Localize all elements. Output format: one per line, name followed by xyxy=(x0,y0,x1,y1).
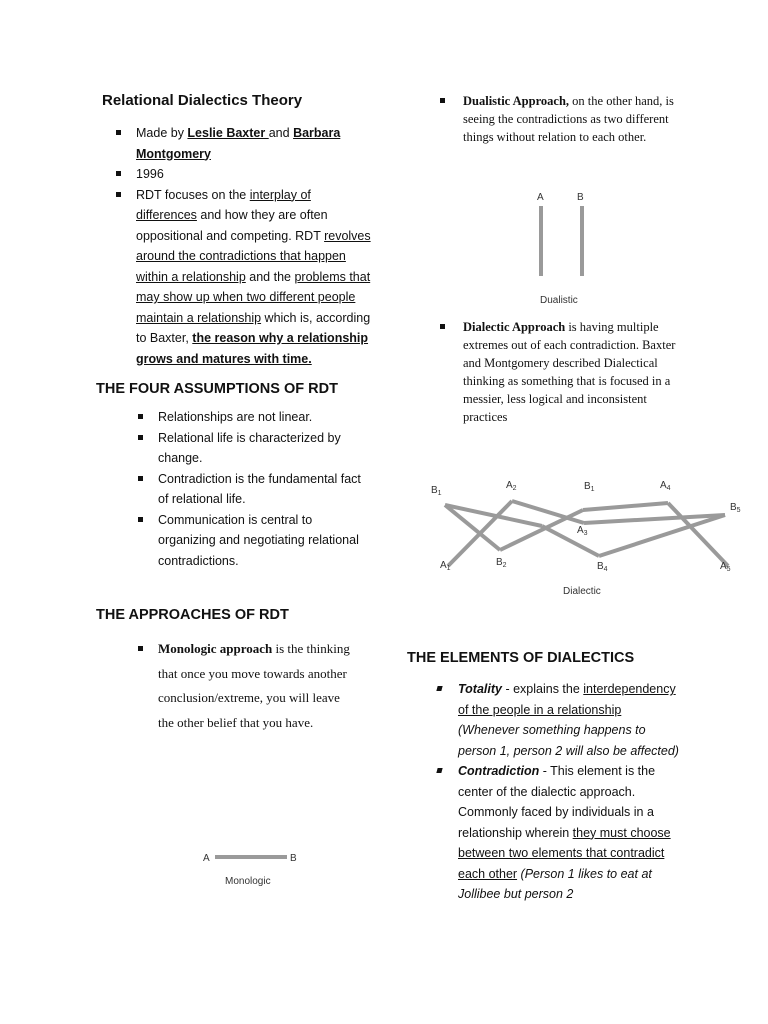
diagram-label-a: A xyxy=(537,192,544,203)
list-item: Contradiction is the fundamental fact of relational life. xyxy=(138,469,371,510)
diagram-label-b1: $B_1$ xyxy=(431,485,442,497)
monologic-diagram xyxy=(201,844,321,894)
approaches-heading: THE APPROACHES OF RDT xyxy=(96,607,289,623)
dialectic-edge xyxy=(512,501,584,523)
dialectic-edge xyxy=(500,510,583,550)
diagram-label-b: B xyxy=(290,853,297,864)
intro-list xyxy=(116,123,371,369)
list-item: Monologic approach is the thinking that once you move towards another conclusion/extreme, you will leave the other belief that you have. xyxy=(138,637,358,735)
list-item: Relational life is characterized by change. xyxy=(138,428,371,469)
list-item: Dialectic Approach is having multiple extremes out of each contradiction. Baxter and Montgomery described Dialectical thinking as something that is focused in a messier, less logical and inconsistent practices xyxy=(440,318,685,426)
list-item: 1996 xyxy=(116,164,371,185)
bullet-icon xyxy=(116,192,121,197)
diagram-label-b5: $B_5$ xyxy=(730,502,741,514)
diagram-label-a4: $A_4$ xyxy=(660,480,671,492)
bullet-icon xyxy=(436,686,442,691)
diagram-label-a: A xyxy=(203,853,210,864)
document-title: Relational Dialectics Theory xyxy=(102,92,303,109)
list-item: Communication is central to organizing and negotiating relational contradictions. xyxy=(138,510,371,572)
bullet-icon xyxy=(116,130,121,135)
bullet-icon xyxy=(436,768,442,773)
list-item: Made by Leslie Baxter and Barbara Montgomery xyxy=(116,123,371,164)
bullet-icon xyxy=(440,98,445,103)
list-item: Totality - explains the interdependency of the people in a relationship (Whenever something happens to person 1, person 2 will also be affected) xyxy=(437,679,682,761)
dialectic-list xyxy=(440,318,685,426)
elements-list xyxy=(437,679,682,905)
dialectic-edge xyxy=(668,503,728,566)
diagram-label-a2: $A_2$ xyxy=(506,480,517,492)
bullet-icon xyxy=(138,435,143,440)
bullet-icon xyxy=(138,476,143,481)
bullet-icon xyxy=(138,646,143,651)
dualistic-list xyxy=(440,92,685,146)
dialectic-edge xyxy=(583,503,668,510)
dialectic-edge xyxy=(542,526,599,556)
dialectic-diagram xyxy=(428,480,768,610)
approaches-list xyxy=(138,637,358,735)
assumptions-list xyxy=(138,407,371,571)
right-column xyxy=(400,92,741,901)
diagram-label-a1: $A_1$ xyxy=(440,560,451,572)
list-item: Contradiction - This element is the center of the dialectic approach. Commonly faced by individuals in a relationship wherein they must choose between two elements that contradict each other (Person 1 likes to eat at Jollibee but person 2 xyxy=(437,761,682,905)
diagram-caption: Dualistic xyxy=(540,295,578,306)
bullet-icon xyxy=(138,517,143,522)
list-item: Relationships are not linear. xyxy=(138,407,371,428)
bullet-icon xyxy=(440,324,445,329)
bullet-icon xyxy=(116,171,121,176)
diagram-label-b: B xyxy=(577,192,584,203)
diagram-label-a5: $A_5$ xyxy=(720,561,731,573)
elements-heading: THE ELEMENTS OF DIALECTICS xyxy=(407,650,635,666)
diagram-caption: Dialectic xyxy=(563,586,601,597)
bullet-icon xyxy=(138,414,143,419)
diagram-label-b2: $B_2$ xyxy=(496,557,507,569)
list-item: RDT focuses on the interplay of differences and how they are often oppositional and competing. RDT revolves around the contradictions that happen within a relationship and the problems that may show up when two different people maintain a relationship which is, according to Baxter, the reason why a relationship grows and matures with time. xyxy=(116,185,371,370)
author-link: Barbara Montgomery xyxy=(136,126,341,161)
assumptions-heading: THE FOUR ASSUMPTIONS OF RDT xyxy=(96,381,338,397)
diagram-label-b1-mid: $B_1$ xyxy=(584,481,595,493)
dualistic-diagram xyxy=(530,190,620,310)
list-item: Dualistic Approach, on the other hand, is seeing the contradictions as two different things without relation to each other. xyxy=(440,92,685,146)
diagram-label-a3: $A_3$ xyxy=(577,525,588,537)
diagram-label-b4: $B_4$ xyxy=(597,561,608,573)
author-link: Leslie Baxter xyxy=(187,126,269,140)
left-column xyxy=(96,92,371,887)
diagram-caption: Monologic xyxy=(225,876,271,887)
